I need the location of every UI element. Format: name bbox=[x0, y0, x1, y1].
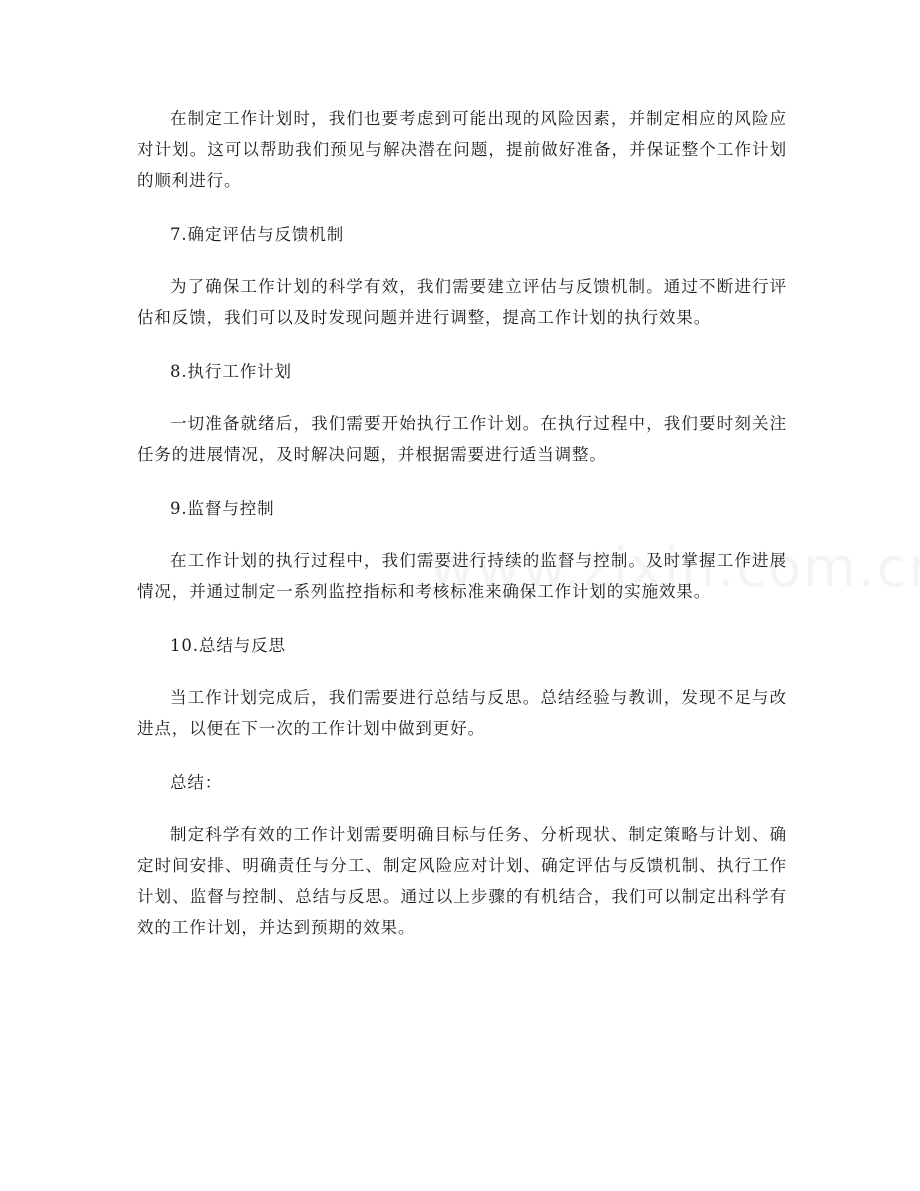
paragraph-evaluation-feedback: 为了确保工作计划的科学有效，我们需要建立评估与反馈机制。通过不断进行评估和反馈，我们可以及时发现问题并进行调整，提高工作计划的执行效果。 bbox=[137, 277, 787, 327]
document-body bbox=[137, 103, 787, 943]
paragraph-risk-plan: 在制定工作计划时，我们也要考虑到可能出现的风险因素，并制定相应的风险应对计划。这可以帮助我们预见与解决潜在问题，提前做好准备，并保证整个工作计划的顺利进行。 bbox=[137, 109, 787, 190]
heading-summary-reflection: 10.总结与反思 bbox=[170, 636, 286, 655]
paragraph-conclusion: 制定科学有效的工作计划需要明确目标与任务、分析现状、制定策略与计划、确定时间安排、明确责任与分工、制定风险应对计划、确定评估与反馈机制、执行工作计划、监督与控制、总结与反思。通过以上步骤的有机结合，我们可以制定出科学有效的工作计划，并达到预期的效果。 bbox=[137, 825, 787, 937]
heading-conclusion: 总结： bbox=[170, 773, 223, 792]
paragraph-execute-plan: 一切准备就绪后，我们需要开始执行工作计划。在执行过程中，我们要时刻关注任务的进展情况，及时解决问题，并根据需要进行适当调整。 bbox=[137, 414, 787, 464]
heading-evaluation-feedback: 7.确定评估与反馈机制 bbox=[170, 225, 345, 244]
paragraph-summary-reflection: 当工作计划完成后，我们需要进行总结与反思。总结经验与教训，发现不足与改进点，以便在下一次的工作计划中做到更好。 bbox=[137, 688, 787, 738]
heading-execute-plan: 8.执行工作计划 bbox=[170, 362, 292, 381]
paragraph-monitor-control: 在工作计划的执行过程中，我们需要进行持续的监督与控制。及时掌握工作进展情况，并通过制定一系列监控指标和考核标准来确保工作计划的实施效果。 bbox=[137, 551, 787, 601]
heading-monitor-control: 9.监督与控制 bbox=[170, 499, 275, 518]
